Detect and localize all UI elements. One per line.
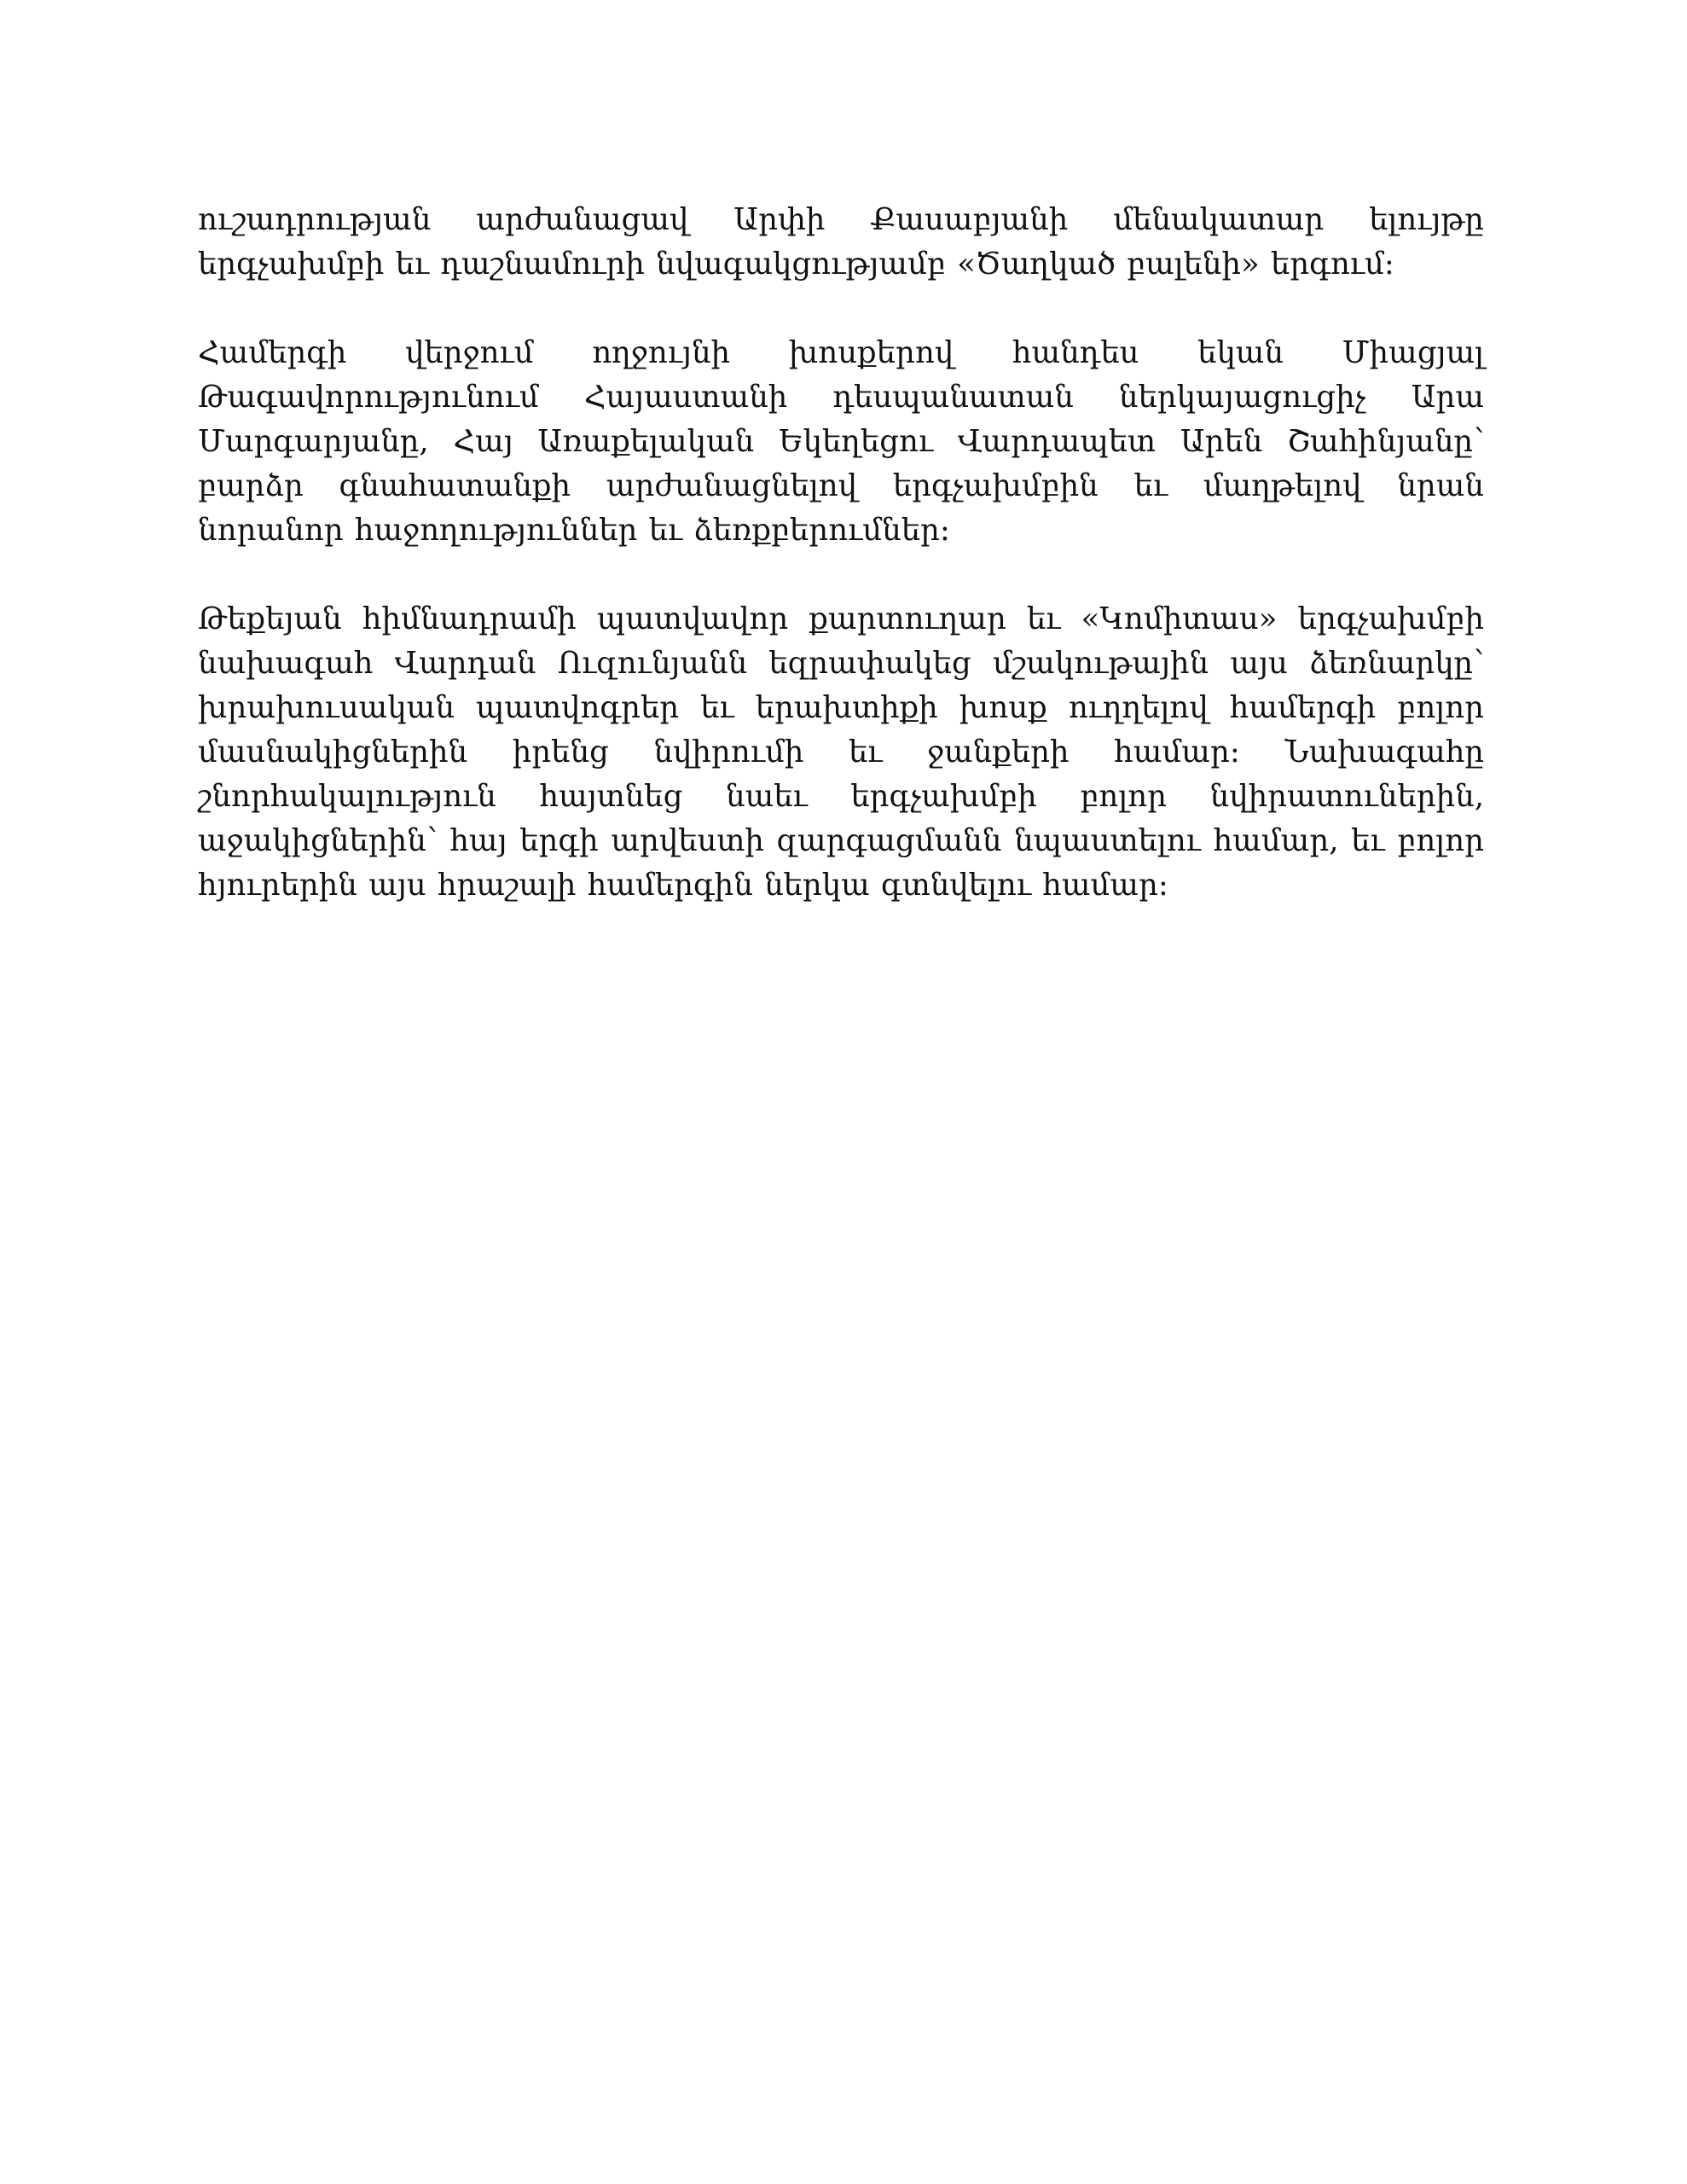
paragraph-1: ուշադրության արժանացավ Արփի Քասաբյանի մենակատար ելույթը երգչախմբի եւ դաշնամուրի նվագակցությամբ «Ծաղկած բալենի» երգում:: [198, 202, 1484, 282]
paragraph-2: Համերգի վերջում ողջույնի խոսքերով հանդես եկան Միացյալ Թագավորությունում Հայաստանի դեսպանատան ներկայացուցիչ Արա Մարգարյանը, Հայ Առաքելական Եկեղեցու Վարդապետ Արեն Շահինյանը՝ բարձր գնահատանքի արժանացնելով երգչախմբին եւ մաղթելով նրան նորանոր հաջողություններ եւ ձեռքբերումներ:: [198, 335, 1484, 548]
paragraph-3: Թեքեյան հիմնադրամի պատվավոր քարտուղար եւ «Կոմիտաս» երգչախմբի նախագահ Վարդան Ուզունյանն եզրափակեց մշակութային այս ձեռնարկը՝ խրախուսական պատվոգրեր եւ երախտիքի խոսք ուղղելով համերգի բոլոր մասնակիցներին իրենց նվիրումի եւ ջանքերի համար: Նախագահը շնորհակալություն հայտնեց նաեւ երգչախմբի բոլոր նվիրատուներին, աջակիցներին՝ հայ երգի արվեստի զարգացմանն նպաստելու համար, եւ բոլոր հյուրերին այս հրաշալի համերգին ներկա գտնվելու համար:: [198, 601, 1484, 903]
body-text: [198, 198, 1484, 952]
